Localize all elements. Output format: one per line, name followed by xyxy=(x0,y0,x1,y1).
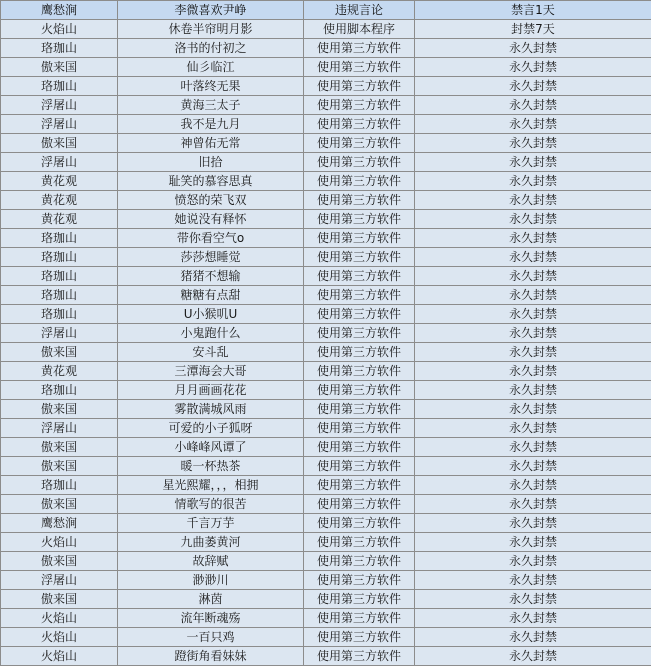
penalty-cell[interactable]: 永久封禁 xyxy=(415,514,651,533)
penalty-cell[interactable]: 永久封禁 xyxy=(415,77,651,96)
player-name-cell[interactable]: 小峰峰风谭了 xyxy=(118,438,304,457)
table-row xyxy=(1,495,651,514)
server-cell[interactable]: 浮屠山 xyxy=(1,96,118,115)
penalty-cell[interactable]: 永久封禁 xyxy=(415,58,651,77)
violation-cell[interactable]: 使用第三方软件 xyxy=(304,552,415,571)
table-row xyxy=(1,153,651,172)
violation-cell[interactable]: 使用第三方软件 xyxy=(304,343,415,362)
violation-cell[interactable]: 使用第三方软件 xyxy=(304,96,415,115)
violation-cell[interactable]: 使用第三方软件 xyxy=(304,172,415,191)
table-row xyxy=(1,343,651,362)
player-name-cell[interactable]: 渺渺川 xyxy=(118,571,304,590)
violation-cell[interactable]: 使用第三方软件 xyxy=(304,324,415,343)
violation-cell[interactable]: 使用第三方软件 xyxy=(304,647,415,666)
player-name-cell[interactable]: 黄海三太子 xyxy=(118,96,304,115)
server-cell[interactable]: 浮屠山 xyxy=(1,419,118,438)
penalty-cell[interactable]: 永久封禁 xyxy=(415,400,651,419)
penalty-cell[interactable]: 永久封禁 xyxy=(415,628,651,647)
player-name-cell[interactable]: 千言万芋 xyxy=(118,514,304,533)
penalty-cell[interactable]: 永久封禁 xyxy=(415,96,651,115)
violation-cell[interactable]: 使用第三方软件 xyxy=(304,476,415,495)
server-cell[interactable]: 珞珈山 xyxy=(1,381,118,400)
player-name-cell[interactable]: 她说没有释怀 xyxy=(118,210,304,229)
server-cell[interactable]: 黄花观 xyxy=(1,172,118,191)
penalty-cell[interactable]: 永久封禁 xyxy=(415,647,651,666)
player-name-cell[interactable]: U小猴叽U xyxy=(118,305,304,324)
server-cell[interactable]: 浮屠山 xyxy=(1,324,118,343)
table-row xyxy=(1,286,651,305)
server-cell[interactable]: 浮屠山 xyxy=(1,115,118,134)
player-name-cell[interactable]: 叶落终无果 xyxy=(118,77,304,96)
server-cell[interactable]: 火焰山 xyxy=(1,647,118,666)
player-name-cell[interactable]: 淋茵 xyxy=(118,590,304,609)
violation-cell[interactable]: 使用第三方软件 xyxy=(304,58,415,77)
table-row xyxy=(1,20,651,39)
server-cell[interactable]: 浮屠山 xyxy=(1,571,118,590)
violation-cell[interactable]: 使用第三方软件 xyxy=(304,134,415,153)
server-cell[interactable]: 鹰愁涧 xyxy=(1,514,118,533)
table-row xyxy=(1,647,651,666)
penalty-cell[interactable]: 永久封禁 xyxy=(415,286,651,305)
server-cell[interactable]: 傲来国 xyxy=(1,457,118,476)
server-cell[interactable]: 珞珈山 xyxy=(1,248,118,267)
table-row xyxy=(1,191,651,210)
player-name-cell[interactable]: 神曾佑无常 xyxy=(118,134,304,153)
server-cell[interactable]: 傲来国 xyxy=(1,438,118,457)
ban-list-body xyxy=(1,1,651,666)
table-row xyxy=(1,248,651,267)
player-name-cell[interactable]: 一百只鸡 xyxy=(118,628,304,647)
player-name-cell[interactable]: 愤怒的荣飞双 xyxy=(118,191,304,210)
penalty-cell[interactable]: 永久封禁 xyxy=(415,533,651,552)
violation-cell[interactable]: 使用第三方软件 xyxy=(304,305,415,324)
player-name-cell[interactable]: 仙彡临江 xyxy=(118,58,304,77)
penalty-cell[interactable]: 永久封禁 xyxy=(415,419,651,438)
table-row xyxy=(1,533,651,552)
server-cell[interactable]: 珞珈山 xyxy=(1,229,118,248)
player-name-cell[interactable]: 九曲萎黄河 xyxy=(118,533,304,552)
server-cell[interactable]: 火焰山 xyxy=(1,628,118,647)
table-row xyxy=(1,134,651,153)
table-row xyxy=(1,115,651,134)
player-name-cell[interactable]: 旧拾 xyxy=(118,153,304,172)
server-cell[interactable]: 珞珈山 xyxy=(1,476,118,495)
server-cell[interactable]: 傲来国 xyxy=(1,134,118,153)
player-name-cell[interactable]: 可爱的小子狐呀 xyxy=(118,419,304,438)
violation-cell[interactable]: 使用第三方软件 xyxy=(304,571,415,590)
penalty-cell[interactable]: 永久封禁 xyxy=(415,362,651,381)
violation-cell[interactable]: 使用第三方软件 xyxy=(304,609,415,628)
violation-cell[interactable]: 使用第三方软件 xyxy=(304,115,415,134)
table-row xyxy=(1,58,651,77)
player-name-cell[interactable]: 带你看空气o xyxy=(118,229,304,248)
violation-cell[interactable]: 使用第三方软件 xyxy=(304,381,415,400)
header-server-cell[interactable]: 鹰愁涧 xyxy=(1,1,118,20)
header-violation-cell[interactable]: 违规言论 xyxy=(304,1,415,20)
violation-cell[interactable]: 使用第三方软件 xyxy=(304,514,415,533)
server-cell[interactable]: 珞珈山 xyxy=(1,39,118,58)
player-name-cell[interactable]: 休卷半帘明月影 xyxy=(118,20,304,39)
table-row xyxy=(1,324,651,343)
penalty-cell[interactable]: 永久封禁 xyxy=(415,153,651,172)
player-name-cell[interactable]: 糖糖有点甜 xyxy=(118,286,304,305)
server-cell[interactable]: 傲来国 xyxy=(1,343,118,362)
penalty-cell[interactable]: 永久封禁 xyxy=(415,476,651,495)
table-row xyxy=(1,210,651,229)
table-row xyxy=(1,229,651,248)
player-name-cell[interactable]: 暖一杯热茶 xyxy=(118,457,304,476)
violation-cell[interactable]: 使用第三方软件 xyxy=(304,400,415,419)
table-row xyxy=(1,96,651,115)
server-cell[interactable]: 黄花观 xyxy=(1,191,118,210)
server-cell[interactable]: 傲来国 xyxy=(1,590,118,609)
player-name-cell[interactable]: 月月画画花花 xyxy=(118,381,304,400)
server-cell[interactable]: 黄花观 xyxy=(1,362,118,381)
penalty-cell[interactable]: 永久封禁 xyxy=(415,343,651,362)
player-name-cell[interactable]: 情歌写的很苦 xyxy=(118,495,304,514)
penalty-cell[interactable]: 永久封禁 xyxy=(415,457,651,476)
server-cell[interactable]: 傲来国 xyxy=(1,400,118,419)
table-row xyxy=(1,571,651,590)
player-name-cell[interactable]: 我不是九月 xyxy=(118,115,304,134)
table-row xyxy=(1,400,651,419)
violation-cell[interactable]: 使用第三方软件 xyxy=(304,419,415,438)
server-cell[interactable]: 傲来国 xyxy=(1,58,118,77)
penalty-cell[interactable]: 永久封禁 xyxy=(415,381,651,400)
table-row xyxy=(1,381,651,400)
server-cell[interactable]: 珞珈山 xyxy=(1,305,118,324)
player-name-cell[interactable]: 莎莎想睡觉 xyxy=(118,248,304,267)
table-row xyxy=(1,172,651,191)
player-name-cell[interactable]: 安斗乱 xyxy=(118,343,304,362)
server-cell[interactable]: 珞珈山 xyxy=(1,77,118,96)
penalty-cell[interactable]: 永久封禁 xyxy=(415,552,651,571)
violation-cell[interactable]: 使用第三方软件 xyxy=(304,438,415,457)
player-name-cell[interactable]: 流年断魂殇 xyxy=(118,609,304,628)
violation-cell[interactable]: 使用第三方软件 xyxy=(304,39,415,58)
penalty-cell[interactable]: 永久封禁 xyxy=(415,267,651,286)
penalty-cell[interactable]: 永久封禁 xyxy=(415,609,651,628)
server-cell[interactable]: 珞珈山 xyxy=(1,267,118,286)
player-name-cell[interactable]: 耻笑的慕容思真 xyxy=(118,172,304,191)
table-row xyxy=(1,267,651,286)
penalty-cell[interactable]: 永久封禁 xyxy=(415,210,651,229)
penalty-cell[interactable]: 永久封禁 xyxy=(415,172,651,191)
violation-cell[interactable]: 使用第三方软件 xyxy=(304,457,415,476)
violation-cell[interactable]: 使用第三方软件 xyxy=(304,495,415,514)
penalty-cell[interactable]: 永久封禁 xyxy=(415,248,651,267)
violation-cell[interactable]: 使用第三方软件 xyxy=(304,590,415,609)
violation-cell[interactable]: 使用第三方软件 xyxy=(304,210,415,229)
violation-cell[interactable]: 使用第三方软件 xyxy=(304,628,415,647)
player-name-cell[interactable]: 星光熙耀，，，相拥 xyxy=(118,476,304,495)
penalty-cell[interactable]: 永久封禁 xyxy=(415,590,651,609)
table-row xyxy=(1,457,651,476)
server-cell[interactable]: 火焰山 xyxy=(1,533,118,552)
table-row xyxy=(1,39,651,58)
server-cell[interactable]: 黄花观 xyxy=(1,210,118,229)
player-name-cell[interactable]: 故辞赋 xyxy=(118,552,304,571)
table-row xyxy=(1,609,651,628)
table-row xyxy=(1,77,651,96)
server-cell[interactable]: 珞珈山 xyxy=(1,286,118,305)
header-player-cell[interactable]: 李微喜欢尹峥 xyxy=(118,1,304,20)
penalty-cell[interactable]: 永久封禁 xyxy=(415,495,651,514)
violation-cell[interactable]: 使用第三方软件 xyxy=(304,248,415,267)
table-row xyxy=(1,476,651,495)
penalty-cell[interactable]: 永久封禁 xyxy=(415,134,651,153)
violation-cell[interactable]: 使用第三方软件 xyxy=(304,153,415,172)
violation-cell[interactable]: 使用第三方软件 xyxy=(304,286,415,305)
penalty-cell[interactable]: 永久封禁 xyxy=(415,39,651,58)
penalty-cell[interactable]: 永久封禁 xyxy=(415,115,651,134)
table-row xyxy=(1,552,651,571)
table-row xyxy=(1,590,651,609)
table-row xyxy=(1,419,651,438)
penalty-cell[interactable]: 永久封禁 xyxy=(415,438,651,457)
violation-cell[interactable]: 使用第三方软件 xyxy=(304,191,415,210)
violation-cell[interactable]: 使用第三方软件 xyxy=(304,362,415,381)
player-name-cell[interactable]: 洛书的付初之 xyxy=(118,39,304,58)
table-row xyxy=(1,362,651,381)
server-cell[interactable]: 火焰山 xyxy=(1,20,118,39)
header-row xyxy=(1,1,651,20)
table-row xyxy=(1,514,651,533)
table-row xyxy=(1,305,651,324)
penalty-cell[interactable]: 永久封禁 xyxy=(415,324,651,343)
server-cell[interactable]: 火焰山 xyxy=(1,609,118,628)
violation-cell[interactable]: 使用第三方软件 xyxy=(304,267,415,286)
violation-cell[interactable]: 使用第三方软件 xyxy=(304,229,415,248)
server-cell[interactable]: 傲来国 xyxy=(1,552,118,571)
player-name-cell[interactable]: 小鬼跑什么 xyxy=(118,324,304,343)
server-cell[interactable]: 傲来国 xyxy=(1,495,118,514)
player-name-cell[interactable]: 雾散满城风雨 xyxy=(118,400,304,419)
penalty-cell[interactable]: 永久封禁 xyxy=(415,229,651,248)
header-penalty-cell[interactable]: 禁言1天 xyxy=(415,1,651,20)
player-name-cell[interactable]: 三潭海会大哥 xyxy=(118,362,304,381)
table-row xyxy=(1,628,651,647)
violation-cell[interactable]: 使用第三方软件 xyxy=(304,77,415,96)
player-name-cell[interactable]: 猪猪不想输 xyxy=(118,267,304,286)
penalty-cell[interactable]: 永久封禁 xyxy=(415,305,651,324)
table-row xyxy=(1,438,651,457)
violation-cell[interactable]: 使用脚本程序 xyxy=(304,20,415,39)
penalty-cell[interactable]: 永久封禁 xyxy=(415,191,651,210)
violation-cell[interactable]: 使用第三方软件 xyxy=(304,533,415,552)
penalty-cell[interactable]: 封禁7天 xyxy=(415,20,651,39)
penalty-cell[interactable]: 永久封禁 xyxy=(415,571,651,590)
player-name-cell[interactable]: 蹬街角看妹妹 xyxy=(118,647,304,666)
server-cell[interactable]: 浮屠山 xyxy=(1,153,118,172)
